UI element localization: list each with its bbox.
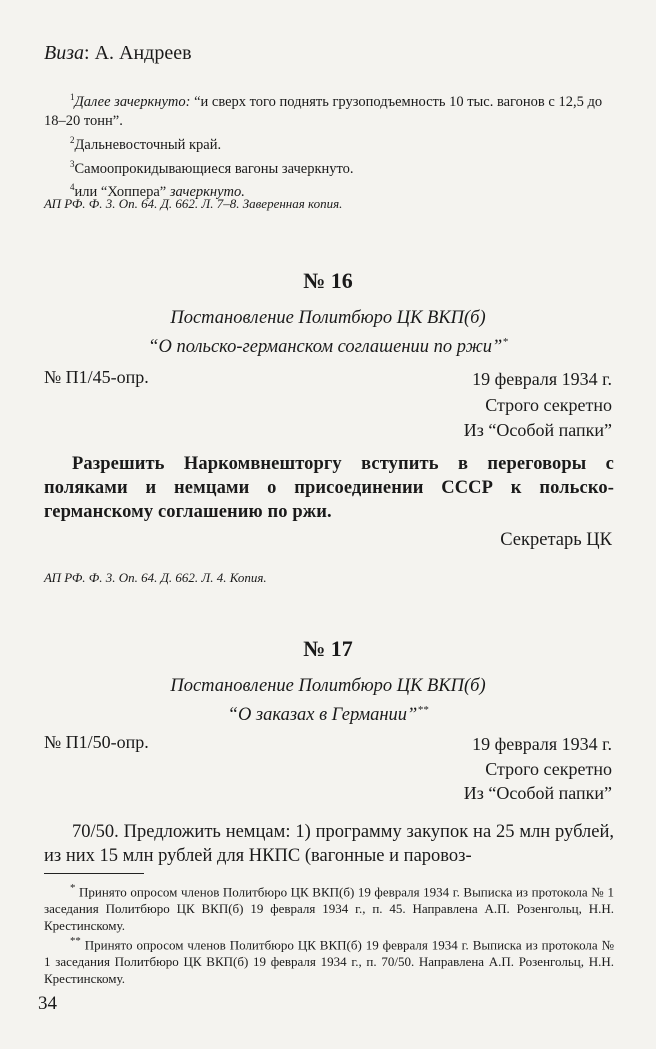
doc16-number: № 16 bbox=[303, 268, 353, 293]
endnote-2: $^2$Дальневосточный край. bbox=[70, 134, 222, 153]
archive-source-2: АП РФ. Ф. 3. Оп. 64. Д. 662. Л. 4. Копия. bbox=[44, 570, 267, 585]
doc17-secret: Строго секретно bbox=[485, 759, 612, 779]
doc16-text: Разрешить Наркомвнешторгу вступить в переговоры с поляками и немцами о присоединении СССР к польско-германскому соглашению по ржи. bbox=[44, 454, 614, 522]
endnote-3: $^3$Самоопрокидывающиеся вагоны зачеркнуто. bbox=[70, 158, 354, 177]
doc17-title-line2: “О заказах в Германии”** bbox=[227, 704, 429, 726]
visa-line: Виза: А. Андреев bbox=[44, 42, 192, 64]
doc16-reg-number: № П1/45-опр. bbox=[44, 367, 149, 387]
visa-name: А. Андреев bbox=[94, 42, 192, 64]
doc17-number: № 17 bbox=[303, 636, 353, 661]
endnote-4: $^4$или “Хоппера” зачеркнуто. bbox=[70, 182, 245, 201]
doc16-title-line2: “О польско-германском соглашении по ржи”* bbox=[148, 336, 508, 358]
endnotes bbox=[44, 88, 624, 202]
footnote-2: ** Принято опросом членов Политбюро ЦК ВКП(б) 19 февраля 1934 г. Выписка из протокола № 1 заседания Политбюро ЦК ВКП(б) 19 февраля 1934 г., п. 70/50. Направлена А.П. Розенгольц, Н.Н. Крестинскому. bbox=[44, 935, 614, 987]
footnote-rule bbox=[44, 873, 144, 874]
doc17-text: 70/50. Предложить немцам: 1) программу закупок на 25 млн рублей, из них 15 млн рублей для НКПС (вагонные и паровоз- bbox=[44, 822, 614, 866]
endnote-1: $^1$Далее зачеркнуто: “и сверх того поднять грузоподъемность 10 тыс. вагонов с 12,5 до 18–20 тонн”. bbox=[44, 92, 603, 129]
doc17-folder: Из “Особой папки” bbox=[463, 783, 612, 803]
doc16-secret: Строго секретно bbox=[485, 395, 612, 415]
visa-label: Виза bbox=[44, 42, 85, 64]
archive-source-1: АП РФ. Ф. 3. Оп. 64. Д. 662. Л. 7–8. Заверенная копия. bbox=[44, 196, 343, 211]
doc16-title-line1: Постановление Политбюро ЦК ВКП(б) bbox=[170, 308, 486, 328]
page-number: 34 bbox=[38, 993, 57, 1014]
doc16-folder: Из “Особой папки” bbox=[463, 420, 612, 440]
doc17-date: 19 февраля 1934 г. bbox=[472, 734, 612, 754]
doc17-reg-number: № П1/50-опр. bbox=[44, 732, 149, 752]
doc16-signature: Секретарь ЦК bbox=[500, 530, 612, 550]
doc17-title-line1: Постановление Политбюро ЦК ВКП(б) bbox=[170, 676, 486, 696]
footnote-1: * Принято опросом членов Политбюро ЦК ВКП(б) 19 февраля 1934 г. Выписка из протокола № 1 заседания Политбюро ЦК ВКП(б) 19 февраля 1934 г., п. 45. Направлена А.П. Розенгольц, Н.Н. Крестинскому. bbox=[44, 882, 614, 934]
doc16-date: 19 февраля 1934 г. bbox=[472, 369, 612, 389]
